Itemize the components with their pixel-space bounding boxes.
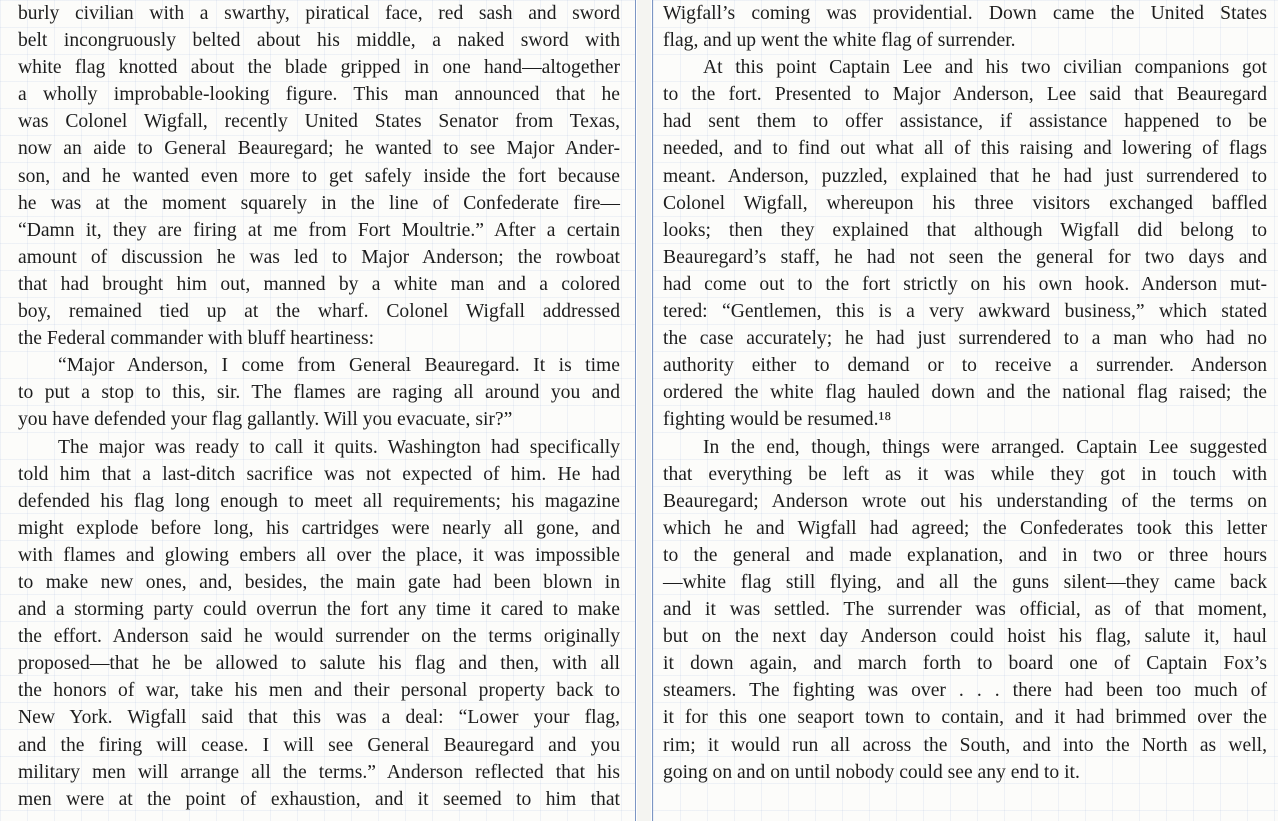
text-line: the Federal commander with bluff heartiness:: [18, 328, 375, 350]
text-line: now an aide to General Beauregard; he wanted to see Major Ander-: [18, 138, 620, 160]
text-line: Colonel Wigfall, whereupon his three visitors exchanged baffled: [663, 192, 1267, 214]
text-line: New York. Wigfall said that this was a deal: “Lower your flag,: [18, 707, 620, 729]
text-line: Beauregard’s staff, he had not seen the general for two days and: [663, 246, 1267, 268]
text-line: looks; then they explained that although Wigfall did belong to: [663, 219, 1267, 241]
left-page-text: [18, 0, 620, 813]
text-line: to make new ones, and, besides, the main gate had been blown in: [18, 571, 620, 593]
right-page-text: [663, 0, 1267, 786]
right-page: [652, 0, 1278, 821]
text-line: boy, remained tied up at the wharf. Colonel Wigfall addressed: [18, 301, 620, 323]
text-line: In the end, though, things were arranged. Captain Lee suggested: [703, 436, 1267, 458]
text-line: white flag knotted about the blade gripped in one hand—altogether: [18, 57, 620, 79]
text-line: authority either to demand or to receive a surrender. Anderson: [663, 355, 1267, 377]
text-line: with flames and glowing embers all over the place, it was impossible: [18, 544, 620, 566]
text-line: to the fort. Presented to Major Anderson, Lee said that Beauregard: [663, 84, 1267, 106]
text-line: belt incongruously belted about his middle, a naked sword with: [18, 30, 620, 52]
text-line: the honors of war, take his men and their personal property back to: [18, 680, 620, 702]
text-line: proposed—that he be allowed to salute his flag and then, with all: [18, 653, 620, 675]
text-line: had come out to the fort strictly on his own hook. Anderson mut-: [663, 273, 1267, 295]
text-line: defended his flag long enough to meet all requirements; his magazine: [18, 490, 620, 512]
text-line: ordered the white flag hauled down and the national flag raised; the: [663, 382, 1267, 404]
text-line: that everything be left as it was while they got in touch with: [663, 463, 1267, 485]
text-line: men were at the point of exhaustion, and it seemed to him that: [18, 788, 620, 810]
text-line: and the firing will cease. I will see General Beauregard and you: [18, 734, 620, 756]
text-line: you have defended your flag gallantly. Will you evacuate, sir?”: [18, 409, 513, 431]
left-page: [0, 0, 636, 821]
text-line: had sent them to offer assistance, if assistance happened to be: [663, 111, 1267, 133]
text-line: but on the next day Anderson could hoist his flag, salute it, haul: [663, 626, 1267, 648]
text-line: and a storming party could overrun the fort any time it cared to make: [18, 599, 620, 621]
text-line: might explode before long, his cartridges were nearly all gone, and: [18, 517, 620, 539]
text-line: Beauregard; Anderson wrote out his understanding of the terms on: [663, 490, 1267, 512]
page-gutter: [637, 0, 651, 821]
text-line: the effort. Anderson said he would surrender on the terms originally: [18, 626, 620, 648]
text-line: “Major Anderson, I come from General Beauregard. It is time: [58, 355, 620, 377]
text-line: amount of discussion he was led to Major Anderson; the rowboat: [18, 246, 620, 268]
text-line: that had brought him out, manned by a white man and a colored: [18, 273, 620, 295]
text-line: he was at the moment squarely in the line of Confederate fire—: [18, 192, 620, 214]
text-line: the case accurately; he had just surrendered to a man who had no: [663, 328, 1267, 350]
text-line: flag, and up went the white flag of surrender.: [663, 30, 1016, 52]
text-line: military men will arrange all the terms.” Anderson reflected that his: [18, 761, 620, 783]
text-line: going on and on until nobody could see any end to it.: [663, 761, 1080, 783]
text-line: to put a stop to this, sir. The flames are raging all around you and: [18, 382, 620, 404]
text-line: and it was settled. The surrender was official, as of that moment,: [663, 599, 1267, 621]
text-line: it down again, and march forth to board one of Captain Fox’s: [663, 653, 1267, 675]
text-line: burly civilian with a swarthy, piratical face, red sash and sword: [18, 3, 620, 24]
text-line: to the general and made explanation, and in two or three hours: [663, 544, 1267, 566]
text-line: Wigfall’s coming was providential. Down came the United States: [663, 3, 1267, 24]
text-line: it for this one seaport town to contain, and it had brimmed over the: [663, 707, 1267, 729]
text-line: fighting would be resumed.¹⁸: [663, 409, 892, 431]
text-line: The major was ready to call it quits. Washington had specifically: [58, 436, 620, 458]
text-line: which he and Wigfall had agreed; the Confederates took this letter: [663, 517, 1267, 539]
text-line: tered: “Gentlemen, this is a very awkward business,” which stated: [663, 301, 1267, 323]
text-line: son, and he wanted even more to get safely inside the fort because: [18, 165, 620, 187]
text-line: —white flag still flying, and all the guns silent—they came back: [663, 571, 1267, 593]
text-line: At this point Captain Lee and his two civilian companions got: [703, 57, 1267, 79]
text-line: was Colonel Wigfall, recently United States Senator from Texas,: [18, 111, 620, 133]
text-line: steamers. The fighting was over . . . there had been too much of: [663, 680, 1267, 702]
text-line: told him that a last-ditch sacrifice was not expected of him. He had: [18, 463, 620, 485]
text-line: a wholly improbable-looking figure. This man announced that he: [18, 84, 620, 106]
text-line: needed, and to find out what all of this raising and lowering of flags: [663, 138, 1267, 160]
text-line: meant. Anderson, puzzled, explained that he had just surrendered to: [663, 165, 1267, 187]
text-line: “Damn it, they are firing at me from Fort Moultrie.” After a certain: [18, 219, 620, 241]
text-line: rim; it would run all across the South, and into the North as well,: [663, 734, 1267, 756]
